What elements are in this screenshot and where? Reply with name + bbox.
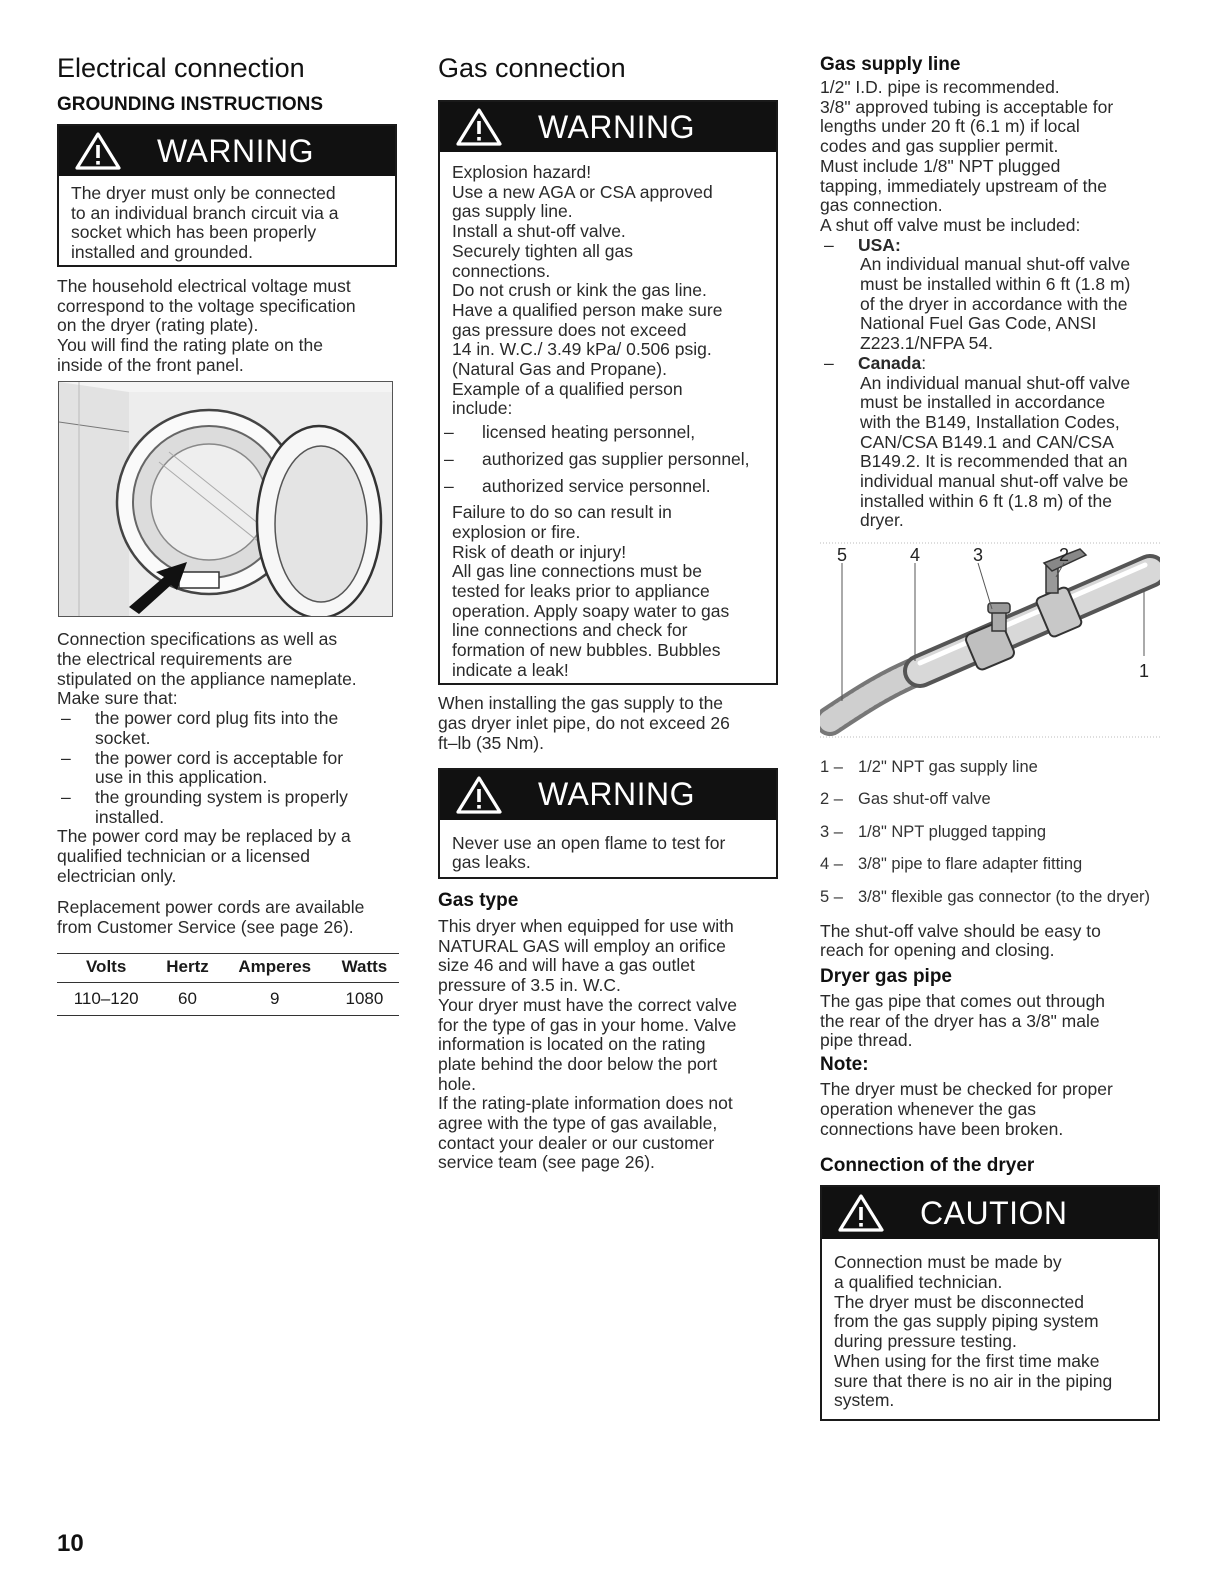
- open-flame-warning-box: [438, 768, 778, 879]
- gas-column: [438, 0, 780, 1173]
- warning-line: Securely tighten all gas: [452, 240, 633, 261]
- dryer-gas-pipe-title: Dryer gas pipe: [820, 966, 952, 988]
- table-cell: 110–120: [57, 982, 155, 1015]
- list-item: the power cord plug fits into the: [95, 708, 339, 729]
- text-line: You will find the rating plate on the: [57, 334, 323, 355]
- text-line: The power cord may be replaced by a: [57, 826, 351, 847]
- text-line: agree with the type of gas available,: [438, 1113, 718, 1134]
- warning-line: connections.: [452, 260, 551, 281]
- grounding-subtitle: GROUNDING INSTRUCTIONS: [57, 94, 323, 115]
- gas-title: Gas connection: [438, 53, 626, 83]
- text-fragment: " approved tubing is acceptable for: [844, 96, 1114, 117]
- dash: –: [824, 234, 834, 255]
- text-line: pressure of 3.5 in. W.C.: [438, 975, 621, 996]
- text-line: gas connection.: [820, 195, 943, 216]
- text-line: [820, 78, 1165, 98]
- warning-line: line connections and check for: [452, 620, 688, 641]
- text-line: the electrical requirements are: [57, 649, 293, 670]
- text-line: The household electrical voltage must: [57, 275, 351, 296]
- legend-number: 5 –: [820, 887, 843, 906]
- table-cell: 9: [220, 982, 330, 1015]
- text-line: codes and gas supplier permit.: [820, 136, 1059, 157]
- dryer-rating-plate-illustration: [58, 381, 393, 617]
- diagram-label: 2: [1058, 545, 1070, 566]
- pipe-legend: [820, 751, 1165, 914]
- warning-triangle-icon: [838, 1193, 884, 1233]
- warning-line: Failure to do so can result in: [452, 502, 672, 523]
- warning-line: gas supply line.: [452, 201, 573, 222]
- note-title: Note:: [820, 1054, 869, 1076]
- legend-text: Gas shut-off valve: [858, 790, 991, 809]
- text-line: from Customer Service (see page 26).: [57, 917, 354, 938]
- text-line: stipulated on the appliance nameplate.: [57, 668, 357, 689]
- text-line: Make sure that:: [57, 688, 178, 709]
- text-line: must be installed in accordance: [860, 392, 1106, 413]
- supply-column: [820, 0, 1165, 1421]
- diagram-label: 1: [1138, 661, 1150, 682]
- electrical-spec-table: [57, 953, 399, 1016]
- dash: –: [444, 475, 454, 496]
- text-line: gas dryer inlet pipe, do not exceed 26: [438, 713, 730, 734]
- warning-line: Risk of death or injury!: [452, 541, 627, 562]
- text-line: dryer.: [860, 510, 904, 531]
- caution-line: Connection must be made by: [834, 1252, 1062, 1273]
- text-line: When installing the gas supply to the: [438, 693, 724, 714]
- text-line: [820, 157, 1165, 177]
- gas-pipe-diagram: [820, 541, 1160, 739]
- warning-line: The dryer must only be connected: [71, 183, 336, 203]
- fraction: 3/8: [858, 887, 881, 906]
- text-line: lengths under 20 ft (6.1 m) if local: [820, 116, 1080, 137]
- warning-triangle-icon: [456, 775, 502, 815]
- diagram-label: 4: [909, 545, 921, 566]
- warning-line: gas pressure does not exceed: [452, 319, 687, 340]
- text-line: [820, 1012, 1165, 1032]
- warning-label: WARNING: [538, 776, 695, 813]
- text-line: reach for opening and closing.: [820, 940, 1055, 961]
- dash: –: [824, 352, 834, 373]
- text-line: plate behind the door below the port: [438, 1053, 718, 1074]
- dash: –: [61, 747, 71, 768]
- list-item: authorized service personnel.: [482, 475, 711, 496]
- legend-number: 3 –: [820, 822, 843, 841]
- table-header: Hertz: [155, 953, 219, 982]
- warning-header: [59, 126, 395, 176]
- fraction: 1/2: [820, 77, 845, 97]
- fraction: 3/8: [858, 855, 881, 874]
- electrical-column: [57, 0, 399, 1016]
- text-fragment: Must include: [820, 155, 924, 176]
- text-line: If the rating-plate information does not: [438, 1093, 733, 1114]
- text-line: The dryer must be checked for proper: [820, 1079, 1113, 1100]
- caution-line: sure that there is no air in the piping: [834, 1370, 1113, 1391]
- warning-line: formation of new bubbles. Bubbles: [452, 640, 721, 661]
- fraction: 1/8: [858, 822, 881, 841]
- text-line: with the B149, Installation Codes,: [860, 411, 1120, 432]
- fraction: 3/8: [820, 96, 845, 117]
- legend-text: " NPT plugged tapping: [880, 822, 1047, 841]
- fraction: 1/2: [858, 757, 881, 776]
- list-item: the power cord is acceptable for: [95, 747, 344, 768]
- legend-item: [820, 881, 1165, 914]
- warning-triangle-icon: [75, 131, 121, 171]
- text-line: of the dryer in accordance with the: [860, 293, 1128, 314]
- warning-line: Explosion hazard!: [452, 162, 592, 182]
- dash: –: [444, 448, 454, 469]
- text-line: An individual manual shut-off valve: [860, 372, 1131, 393]
- text-line: installed within 6 ft (1.8 m) of the: [860, 490, 1112, 511]
- legend-number: 2 –: [820, 790, 843, 809]
- text-line: contact your dealer or our customer: [438, 1132, 715, 1153]
- warning-line: installed and grounded.: [71, 242, 253, 263]
- connection-title: Connection of the dryer: [820, 1155, 1035, 1177]
- list-item: authorized gas supplier personnel,: [482, 448, 750, 469]
- warning-line: to an individual branch circuit via a: [71, 202, 339, 223]
- warning-line: explosion or fire.: [452, 521, 581, 542]
- warning-line: (Natural Gas and Propane).: [452, 359, 667, 380]
- warning-label: WARNING: [538, 108, 695, 145]
- text-fragment: :: [921, 352, 927, 373]
- table-header: Amperes: [220, 953, 330, 982]
- warning-line: Never use an open flame to test for: [452, 832, 726, 853]
- list-item: use in this application.: [95, 767, 268, 788]
- caution-line: The dryer must be disconnected: [834, 1291, 1084, 1312]
- warning-line: indicate a leak!: [452, 659, 569, 680]
- text-fragment: " male: [1050, 1010, 1100, 1031]
- text-line: ft–lb (35 Nm).: [438, 732, 544, 753]
- caution-header: [822, 1187, 1158, 1239]
- legend-text: " pipe to flare adapter fitting: [880, 855, 1083, 874]
- caution-line: When using for the first time make: [834, 1350, 1100, 1371]
- text-line: qualified technician or a licensed: [57, 846, 310, 867]
- text-line: connections have been broken.: [820, 1118, 1064, 1139]
- fraction: 3/8: [1026, 1010, 1051, 1031]
- gas-type-title: Gas type: [438, 889, 519, 911]
- text-line: on the dryer (rating plate).: [57, 315, 259, 336]
- legend-number: 1 –: [820, 757, 843, 776]
- warning-triangle-icon: [456, 107, 502, 147]
- warning-line: 14 in. W.C./ 3.49 kPa/ 0.506 psig.: [452, 339, 712, 360]
- caution-line: from the gas supply piping system: [834, 1311, 1099, 1332]
- caution-line: during pressure testing.: [834, 1331, 1017, 1352]
- caution-label: CAUTION: [920, 1194, 1068, 1231]
- caution-line: a qualified technician.: [834, 1272, 1003, 1292]
- text-line: This dryer when equipped for use with: [438, 915, 734, 936]
- list-item: socket.: [95, 727, 151, 748]
- text-line: service team (see page 26).: [438, 1152, 655, 1173]
- warning-line: gas leaks.: [452, 852, 531, 873]
- text-line: A shut off valve must be included:: [820, 214, 1081, 235]
- fraction: 1/8: [923, 155, 948, 176]
- warning-line: Install a shut-off valve.: [452, 221, 626, 242]
- table-cell: 1080: [330, 982, 399, 1015]
- text-fragment: " NPT plugged: [947, 155, 1061, 176]
- text-line: hole.: [438, 1073, 476, 1094]
- page-number: 10: [57, 1530, 84, 1557]
- warning-line: tested for leaks prior to appliance: [452, 580, 710, 601]
- legend-text: " flexible gas connector (to the dryer): [880, 887, 1151, 906]
- table-cell: 60: [155, 982, 219, 1015]
- caution-line: system.: [834, 1390, 895, 1411]
- text-line: tapping, immediately upstream of the: [820, 175, 1107, 196]
- diagram-label: 5: [836, 545, 848, 566]
- text-line: [820, 98, 1165, 118]
- text-line: The gas pipe that comes out through: [820, 991, 1106, 1012]
- diagram-label: 3: [972, 545, 984, 566]
- text-line: electrician only.: [57, 865, 177, 886]
- list-item: installed.: [95, 806, 165, 827]
- text-fragment: the rear of the dryer has a: [820, 1010, 1027, 1031]
- text-line: correspond to the voltage specification: [57, 295, 356, 316]
- warning-line: Do not crush or kink the gas line.: [452, 280, 707, 301]
- canada-label: Canada: [858, 352, 922, 373]
- text-line: must be installed within 6 ft (1.8 m): [860, 274, 1131, 295]
- legend-item: [820, 784, 1165, 817]
- text-line: size 46 and will have a gas outlet: [438, 955, 695, 976]
- text-line: National Fuel Gas Code, ANSI: [860, 313, 1097, 334]
- legend-item: [820, 816, 1165, 849]
- dash: –: [444, 421, 454, 442]
- warning-line: Use a new AGA or CSA approved: [452, 181, 713, 202]
- warning-line: Example of a qualified person: [452, 378, 683, 399]
- legend-item: [820, 751, 1165, 784]
- text-line: NATURAL GAS will employ an orifice: [438, 935, 726, 956]
- text-line: for the type of gas in your home. Valve: [438, 1014, 737, 1035]
- warning-line: All gas line connections must be: [452, 561, 702, 582]
- dash: –: [61, 708, 71, 729]
- gas-supply-line-title: Gas supply line: [820, 54, 961, 75]
- text-line: Your dryer must have the correct valve: [438, 994, 737, 1015]
- table-header: Watts: [330, 953, 399, 982]
- warning-header: [440, 102, 776, 152]
- text-line: The shut-off valve should be easy to: [820, 920, 1101, 941]
- text-line: inside of the front panel.: [57, 354, 244, 375]
- caution-box: [820, 1185, 1160, 1421]
- warning-label: WARNING: [157, 132, 314, 169]
- usa-label: USA:: [858, 234, 901, 255]
- legend-text: " NPT gas supply line: [880, 757, 1038, 776]
- table-header: Volts: [57, 953, 155, 982]
- legend-item: [820, 849, 1165, 882]
- text-line: Z223.1/NFPA 54.: [860, 333, 993, 354]
- warning-header: [440, 770, 776, 820]
- text-line: B149.2. It is recommended that an: [860, 451, 1128, 472]
- warning-line: include:: [452, 398, 513, 419]
- text-line: information is located on the rating: [438, 1034, 706, 1055]
- electrical-warning-box: [57, 124, 397, 267]
- text-fragment: " I.D. pipe is recommended.: [844, 77, 1060, 97]
- text-line: An individual manual shut-off valve: [860, 254, 1131, 275]
- text-line: Connection specifications as well as: [57, 629, 338, 650]
- text-line: individual manual shut-off valve be: [860, 471, 1129, 492]
- text-line: pipe thread.: [820, 1030, 913, 1051]
- list-item: the grounding system is properly: [95, 786, 348, 807]
- text-line: Replacement power cords are available: [57, 897, 365, 918]
- legend-number: 4 –: [820, 855, 843, 874]
- warning-line: socket which has been properly: [71, 222, 317, 243]
- dash: –: [61, 786, 71, 807]
- warning-line: operation. Apply soapy water to gas: [452, 600, 730, 621]
- text-line: CAN/CSA B149.1 and CAN/CSA: [860, 431, 1114, 452]
- text-line: operation whenever the gas: [820, 1098, 1036, 1119]
- gas-warning-box: [438, 100, 778, 685]
- list-item: licensed heating personnel,: [482, 421, 696, 442]
- warning-line: Have a qualified person make sure: [452, 299, 723, 320]
- electrical-title: Electrical connection: [57, 53, 305, 83]
